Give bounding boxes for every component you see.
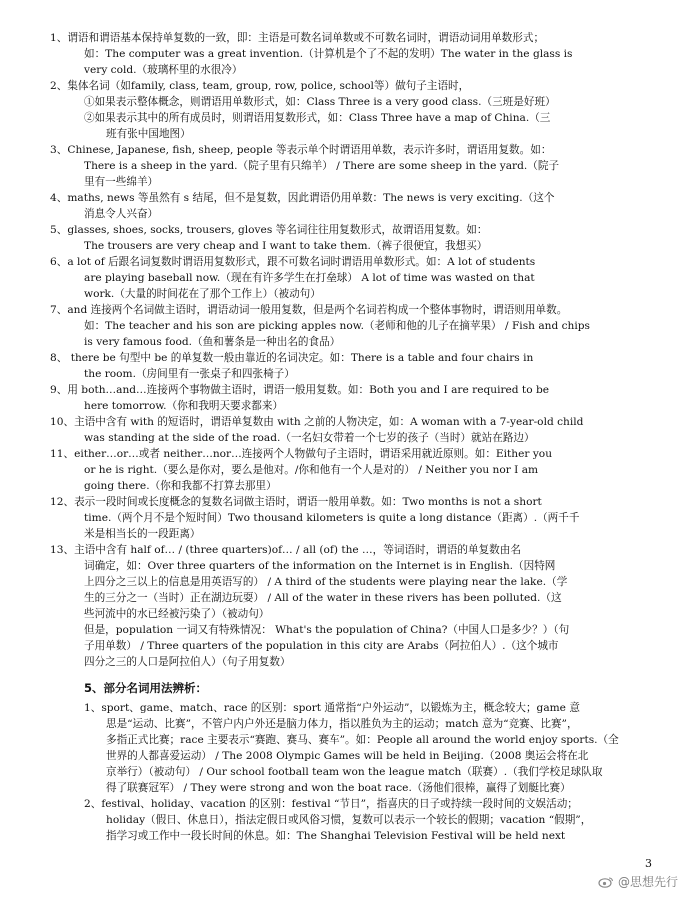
text-line: 子用单数） / Three quarters of the population in this city are Arabs（阿拉伯人）.（这个城市 (84, 640, 559, 652)
text-line: 多指正式比赛；race 主要表示“赛跑、赛马、赛车”。如：People all around the world enjoy sports.（全 (106, 734, 619, 746)
text-line: 5、glasses, shoes, socks, trousers, gloves 等名词往往用复数形式，故谓语用复数。如： (50, 224, 488, 236)
text-line: 12、表示一段时间或长度概念的复数名词做主语时，谓语一般用单数。如：Two months is not a short (50, 496, 542, 508)
text-line: 7、and 连接两个名词做主语时，谓语动词一般用复数，但是两个名词若构成一个整体事物时，谓语则用单数。 (50, 304, 568, 316)
text-line: 班有张中国地图） (106, 128, 191, 140)
text-line: 2、集体名词（如family, class, team, group, row, police, school等）做句子主语时， (50, 80, 470, 92)
text-line: 10、主语中含有 with 的短语时，谓语单复数由 with 之前的人物决定，如：A woman with a 7-year-old child (50, 416, 584, 428)
watermark (598, 873, 678, 890)
text-line: 但是，population 一词又有特殊情况： What's the population of China?（中国人口是多少？）（句 (84, 624, 570, 636)
text-line: are playing baseball now.（现在有许多学生在打垒球） A lot of time was wasted on that (84, 272, 535, 284)
text-line: 如：The computer was a great invention.（计算机是个了不起的发明）The water in the glass is (84, 48, 573, 60)
text-line: 京举行）（被动句） / Our school football team won the league match（联赛）.（我们学校足球队取 (106, 766, 603, 778)
text-line: The trousers are very cheap and I want to take them.（裤子很便宜，我想买） (84, 240, 488, 252)
weibo-icon (598, 876, 614, 888)
text-line: 世界的人都喜爱运动） / The 2008 Olympic Games will be held in Beijing.（2008 奥运会将在北 (106, 750, 589, 762)
text-line: 词确定，如：Over three quarters of the information on the Internet is in English.（因特网 (84, 560, 556, 572)
text-line: 指学习或工作中一段长时间的休息。如：The Shanghai Television Festival will be held next (106, 830, 566, 842)
text-line: There is a sheep in the yard.（院子里有只绵羊） / There are some sheep in the yard.（院子 (84, 160, 560, 172)
section-title: 5、部分名词用法辨析： (84, 681, 208, 695)
text-line: 上四分之三以上的信息是用英语写的） / A third of the students were playing near the lake.（学 (84, 576, 568, 588)
text-line: holiday（假日、休息日），指法定假日或风俗习惯，复数可以表示一个较长的假期；vacation “假期”， (106, 814, 592, 826)
text-line: 思是“运动、比赛”，不管户内户外还是脑力体力，指以胜负为主的运动；match 意为“竞赛、比赛”， (106, 718, 578, 730)
text-line: ①如果表示整体概念，则谓语用单数形式，如：Class Three is a very good class.（三班是好班） (84, 96, 556, 108)
text-line: the room.（房间里有一张桌子和四张椅子） (84, 368, 295, 380)
page-number: 3 (645, 857, 652, 870)
watermark-text: @思想先行 (617, 875, 678, 889)
text-line: 13、主语中含有 half of… / (three quarters)of… / all (of) the …，等词语时，谓语的单复数由名 (50, 544, 521, 556)
text-line: 四分之三的人口是阿拉伯人）（句子用复数） (84, 656, 291, 668)
text-line: 生的三分之一（当时）正在湖边玩耍） / All of the water in these rivers has been polluted.（这 (84, 592, 562, 604)
text-line: 里有一些绵羊） (84, 176, 159, 188)
text-line: very cold.（玻璃杯里的水很冷） (84, 64, 243, 76)
text-line: ②如果表示其中的所有成员时，则谓语用复数形式，如：Class Three have a map of China.（三 (84, 112, 551, 124)
text-line: 6、a lot of 后跟名词复数时谓语用复数形式，跟不可数名词时谓语用单数形式。如：A lot of students (50, 256, 536, 268)
text-line: here tomorrow.（你和我明天要求都来） (84, 400, 284, 412)
text-line: 些河流中的水已经被污染了）（被动句） (84, 608, 270, 620)
text-line: was standing at the side of the road.（一名妇女带着一个七岁的孩子（当时）就站在路边） (84, 432, 535, 444)
text-line: 11、either…or…或者 neither…nor…连接两个人物做句子主语时，谓语采用就近原则。如：Either you (50, 448, 553, 460)
text-line: 消息令人兴奋） (84, 208, 159, 220)
text-line: or he is right.（要么是你对，要么是他对。/你和他有一个人是对的） / Neither you nor I am (84, 464, 539, 476)
text-line: 1、谓语和谓语基本保持单复数的一致，即：主语是可数名词单数或不可数名词时，谓语动词用单数形式； (50, 32, 545, 44)
text-line: 4、maths, news 等虽然有 s 结尾，但不是复数，因此谓语仍用单数：The news is very exciting.（这个 (50, 192, 555, 204)
text-line: 9、用 both…and…连接两个事物做主语时，谓语一般用复数。如：Both you and I are required to be (50, 384, 549, 396)
text-line: time.（两个月不是个短时间）Two thousand kilometers is quite a long distance（距离）.（两千千 (84, 512, 580, 524)
text-line: 米是相当长的一段距离） (84, 528, 201, 540)
text-line: going there.（你和我都不打算去那里） (84, 480, 277, 492)
text-line: 3、Chinese, Japanese, fish, sheep, people 等表示单个时谓语用单数，表示许多时，谓语用复数。如： (50, 144, 552, 156)
text-line: is very famous food.（鱼和薯条是一种出名的食品） (84, 336, 341, 348)
text-line: 1、sport、game、match、race 的区别：sport 通常指“户外运动”，以锻炼为主，概念较大；game 意 (84, 702, 580, 714)
text-line: 得了联赛冠军） / They were strong and won the boat race.（汤他们很棒，赢得了划艇比赛） (106, 782, 571, 794)
text-line: 2、festival、holiday、vacation 的区别：festival “节日”，指喜庆的日子或持续一段时间的文娱活动； (84, 798, 578, 810)
text-line: 8、 there be 句型中 be 的单复数一般由靠近的名词决定。如：There is a table and four chairs in (50, 352, 534, 364)
text-line: 如：The teacher and his son are picking apples now.（老师和他的儿子在摘苹果） / Fish and chips (84, 320, 590, 332)
text-line: work.（大量的时间花在了那个工作上）（被动句） (84, 288, 321, 300)
